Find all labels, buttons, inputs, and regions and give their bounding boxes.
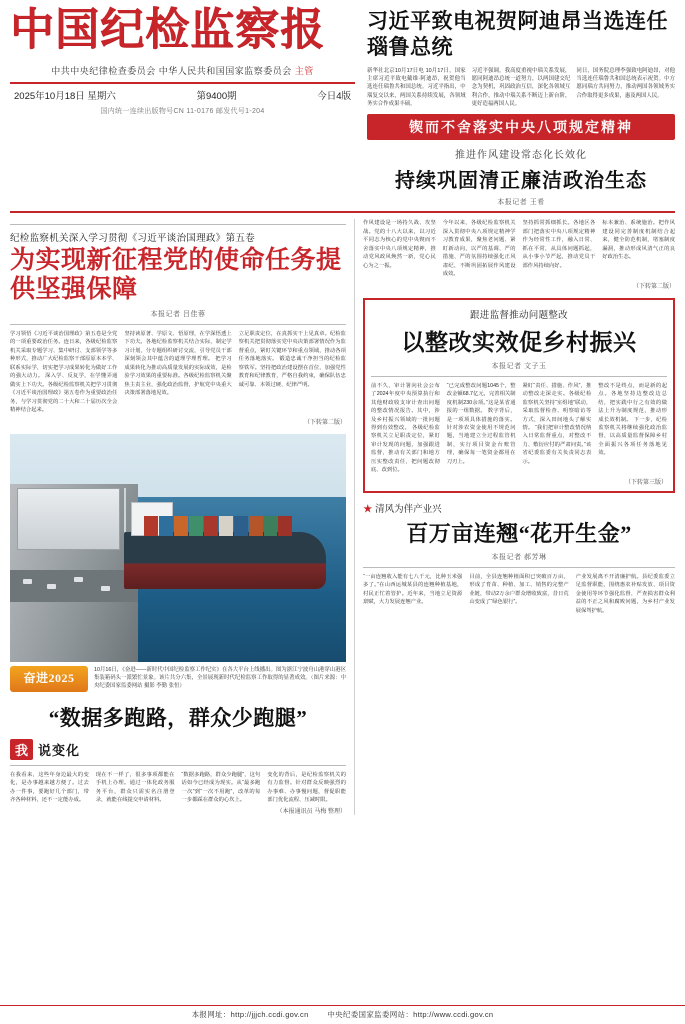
bottom-article-kicker: 清风为伴产业兴 [375, 503, 442, 515]
masthead-meta [10, 88, 355, 102]
issue-number: 第9400期 [196, 90, 237, 102]
column-tag-red: 我 [10, 739, 33, 760]
divider-left-article [10, 324, 346, 325]
lead-body [367, 67, 675, 109]
photo-car [74, 577, 83, 582]
page-count: 今日4版 [317, 90, 351, 102]
campaign-byline: 本报记者 王希 [497, 199, 545, 207]
series-badge: 奋进2025 [10, 666, 88, 692]
photo-container [278, 516, 292, 537]
photo-container [264, 516, 278, 537]
divider-top-left [10, 224, 346, 225]
masthead-rule [10, 82, 355, 84]
boxed-article-col-3: 紧盯“责任、措施、作风”，推动整改走深走实。各级纪检监察机关坚持“室组地”联动，采取监督检查、明察暗访等方式，深入田间地头了解实情。 “我们把审计整改情况纳入日常监督重点，对整改不力、敷衍应付的严肃问责。”该省纪委监委有关负责同志表示。 [522, 382, 592, 465]
photo-container [189, 516, 203, 537]
lead-col-1: 新华社北京10月17日电 10月17日，国家主席习近平致电戴维·阿迪昂，祝贺他当选连任瑙鲁共和国总统。习近平指出，中瑙复交以来，两国关系持续发展，各领域务实合作成果丰硕。 [367, 67, 466, 107]
photo-containers [144, 516, 292, 537]
left-article-col-1: 学习领悟《习近平谈治国理政》第五卷是全党的一项重要政治任务。连日来，各级纪检监察机关采取专题学习、集中研讨、支部领学等多种形式，推动广大纪检监察干部原原本本学、联系实际学，切实把学习成果转化为做好工作的强大动力。 深入学、反复学，在学懂弄通做实上下功夫。各级纪检监察机关把学习贯彻《习近平谈治国理政》第五卷作为重要政治任务，与学习贯彻党的二十大和二十届历次全会精神结合起来。 [10, 330, 118, 414]
photo-crane [124, 488, 126, 534]
star-icon: ★ [363, 503, 373, 515]
sponsor-prefix: 中共中央纪律检查委员会 中华人民共和国国家监察委员会 [51, 65, 292, 76]
quote-article-col-4: 变化的背后，是纪检监察机关的有力监督。针对群众反映强烈的办事难、办事慢问题，督促职能部门优化流程、压减时限。 [267, 771, 346, 803]
lead-col-2: 习近平强调，我高度重视中瑙关系发展，愿同阿迪昂总统一道努力，以两国建交纪念为契机，巩固政治互信，深化各领域互利合作，推动中瑙关系不断迈上新台阶，更好造福两国人民。 [471, 67, 571, 107]
site-label: 本报网址： [191, 1010, 231, 1019]
page-footer [0, 1005, 685, 1024]
campaign-subtitle: 推进作风建设常态化长效化 [455, 150, 587, 162]
photo-container [219, 516, 233, 537]
left-article-byline: 本报记者 吕佳蓉 [150, 310, 206, 318]
banner-article-col-1: 作风建设是一场持久战、攻坚战。党的十八大以来，以习近平同志为核心的党中央锲而不舍落实中央八项规定精神，推动党风政风焕然一新，党心民心为之一振。 [363, 220, 436, 269]
quote-article-col-1: 在我看来，这些年身边最大的变化，是办事越来越方便了。过去办一件事，要跑好几个部门，带齐各种材料，还不一定能办成。 [10, 771, 89, 803]
serial-code: 国内统一连续出版物号CN 11-0176 邮发代号1-204 [100, 107, 265, 115]
photo-container [144, 516, 158, 537]
gov-label: 中央纪委国家监委网站： [327, 1010, 414, 1019]
boxed-article-col-2: “已完成整改问题1045个，整改金额68.7亿元，完善相关制度机制230余项。”这是某省通报的一组数据。 数字背后，是一项项具体措施的落实。针对涉农资金使用不规范问题，当地建立全过程监管机制，实行项目资金台账管理，确保每一笔资金都用在刀刃上。 [446, 382, 516, 465]
boxed-article-col-4: 整改不是终点，而是新的起点。各地坚持边整改边总结，把实践中行之有效的做法上升为制度规范，推动形成长效机制。 下一步，纪检监察机关将继续强化政治监督，以高质量监督保障乡村全面振兴各项任务落地见效。 [598, 382, 667, 457]
site-url[interactable]: http://jjjch.ccdi.gov.cn [230, 1010, 309, 1019]
sponsor-suffix: 主管 [294, 65, 314, 76]
left-article-headline: 为实现新征程党的使命任务提供坚强保障 [10, 247, 342, 304]
lead-headline: 习近平致电祝贺阿迪昂当选连任瑙鲁总统 [367, 9, 668, 60]
boxed-article-headline: 以整改实效促乡村振兴 [401, 329, 637, 355]
photo-car [101, 586, 110, 591]
photo-container-ship [124, 532, 326, 589]
divider-quote-article [10, 765, 346, 766]
photo-car [23, 579, 32, 584]
lead-col-3: 同日，国务院总理李强致电阿迪昂，对他当选连任瑙鲁共和国总统表示祝贺。中方愿同瑙方共同努力，推动两国各领域务实合作取得更多成果，惠及两国人民。 [576, 67, 676, 99]
sponsor-line [10, 64, 355, 77]
boxed-article [363, 298, 675, 493]
quote-article-source: （本报通讯员 马梅 整理） [276, 809, 346, 816]
photo-car [47, 584, 56, 589]
bottom-article-headline: 百万亩连翘“花开生金” [406, 520, 632, 546]
bottom-article-col-3: 产业发展离不开清廉护航。县纪委监委立足监督职能，围绕惠农补贴发放、项目资金使用等环节强化监督，严查损害群众利益的不正之风和腐败问题，为乡村产业发展保驾护航。 [575, 573, 675, 614]
photo-container [159, 516, 173, 537]
bottom-article-kicker-row [363, 501, 675, 515]
quote-article-body [10, 771, 346, 805]
column-tag-black: 说变化 [38, 742, 81, 758]
left-article-body [10, 330, 346, 415]
banner-article-col-4: 标本兼治、系统施治。把作风建设同完善制度机制结合起来，健全防范机制，堵塞制度漏洞，推动形成风清气正的良好政治生态。 [602, 220, 675, 261]
bottom-article-col-2: 目前，全县连翘种植面积已突破百万亩，形成了育苗、种植、加工、销售的完整产业链，带动2万余户群众增收致富，昔日荒山变成了“绿色银行”。 [469, 573, 569, 606]
right-column [355, 219, 675, 815]
photo-container [204, 516, 218, 537]
boxed-article-jump: （下转第三版） [624, 479, 667, 486]
paper-title: 中国纪检监察报 [10, 5, 325, 54]
photo-caption-text: 10月16日，《奋进——新时代中国纪检监察工作纪实》在各大平台上线播出。图为浙江宁波舟山港穿山港区集装箱码头一派繁忙景象。该片共分六集，全景展现新时代纪检监察工作取得的显著成效。（图片来源：中央纪委国家监委网站 摄影 李勤 张恒） [94, 666, 346, 690]
boxed-article-byline: 本报记者 文子玉 [491, 362, 547, 370]
campaign-banner: 锲而不舍落实中央八项规定精神 [367, 114, 675, 140]
quote-article-headline: “数据多跑路，群众少跑腿” [48, 705, 308, 730]
masthead [10, 6, 675, 213]
boxed-article-col-1: 前不久，审计署向社会公布了2024年度中央预算执行和其他财政收支审计查出问题的整改情况报告。其中，涉及乡村振兴领域的一批问题得到有效整改。 各级纪检监察机关立足职责定位，紧盯审计发现的问题，加强跟进监督，推动有关部门和地方压实整改责任，把问题改彻底、改到位。 [371, 382, 440, 474]
photo-container [249, 516, 263, 537]
bottom-article-byline: 本报记者 郝芳琳 [491, 553, 547, 561]
quote-article-col-3: “数据多跑路，群众少跑腿”，这句话如今已经成为现实。从“最多跑一次”到“一次不用跑”，改革的每一步都踩在群众的心坎上。 [181, 771, 261, 803]
left-article-col-3: 立足职责定位，在真抓实干上见真章。纪检监察机关把贯彻落实党中央决策部署情况作为监督重点，紧盯关键环节和重点领域，推动各项任务落地落实。 锻造忠诚干净担当的纪检监察铁军。坚持把政治建设摆在首位，加强党性教育和纪律教育，严格自我约束，确保队伍忠诚可靠、本领过硬、纪律严明。 [238, 330, 346, 388]
photo-terminal-building [17, 488, 120, 549]
left-column [10, 219, 355, 815]
photo-container [234, 516, 248, 537]
column-tag-row [10, 739, 346, 760]
photo-quay-road [10, 570, 138, 602]
divider-bottom-article [363, 567, 675, 568]
boxed-article-body [371, 382, 667, 475]
masthead-left [10, 6, 355, 116]
left-article-kicker: 纪检监察机关深入学习贯彻《习近平谈治国理政》第五卷 [10, 233, 256, 245]
banner-article-jump: （下转第二版） [632, 283, 675, 290]
boxed-article-kicker: 跟进监督推动问题整改 [469, 309, 568, 321]
publish-date: 2025年10月18日 星期六 [14, 90, 116, 102]
divider-boxed-article [371, 376, 667, 377]
campaign-headline: 持续巩固清正廉洁政治生态 [395, 170, 647, 193]
photo-container [174, 516, 188, 537]
harbor-photo [10, 434, 346, 662]
banner-article-col-2: 今年以来，各级纪检监察机关深入贯彻中央八项规定精神学习教育成果，聚焦老问题、紧盯新动向，以严的基调、严的措施、严的氛围持续强化正风肃纪，不断巩固拓展作风建设成效。 [442, 220, 516, 278]
photo-caption-row [10, 666, 346, 692]
left-article-col-2: 坚持读原著、学原文、悟原理，在学深悟透上下功夫。各地纪检监察机关结合实际，制定学习计划，分专题组织研讨交流，引导党员干部深刻领会其中蕴含的道理学理哲理。 把学习成果转化为推动高质量发展的实际成效，是检验学习效果的重要标准。各级纪检监察机关聚焦主责主业，强化政治监督，护航党中央重大决策部署落地见效。 [124, 330, 232, 397]
masthead-right [355, 6, 675, 207]
quote-article-col-2: 现在不一样了，很多事项都能在手机上办理。通过一体化政务服务平台，群众只需实名注册登录，就能在线提交申请材料。 [95, 771, 175, 803]
photo-block [10, 434, 346, 692]
gov-url[interactable]: http://www.ccdi.gov.cn [413, 1010, 494, 1019]
bottom-article-col-1: “一亩连翘收入能有七八千元，比种玉米强多了。”在山西运城某县的连翘种植基地，村民正忙着管护。近年来，当地立足资源禀赋，大力发展连翘产业。 [363, 573, 463, 606]
main-content [10, 219, 675, 815]
banner-article-body [363, 219, 675, 278]
left-article-jump: （下转第二版） [303, 419, 346, 426]
banner-article-col-3: 坚持抓常抓细抓长。各地区各部门把落实中央八项规定精神作为经常性工作，融入日常、抓在平常，从具体问题抓起，从小事小节严起，推动党员干部作风持续向好。 [522, 220, 596, 269]
bottom-article-body [363, 573, 675, 615]
